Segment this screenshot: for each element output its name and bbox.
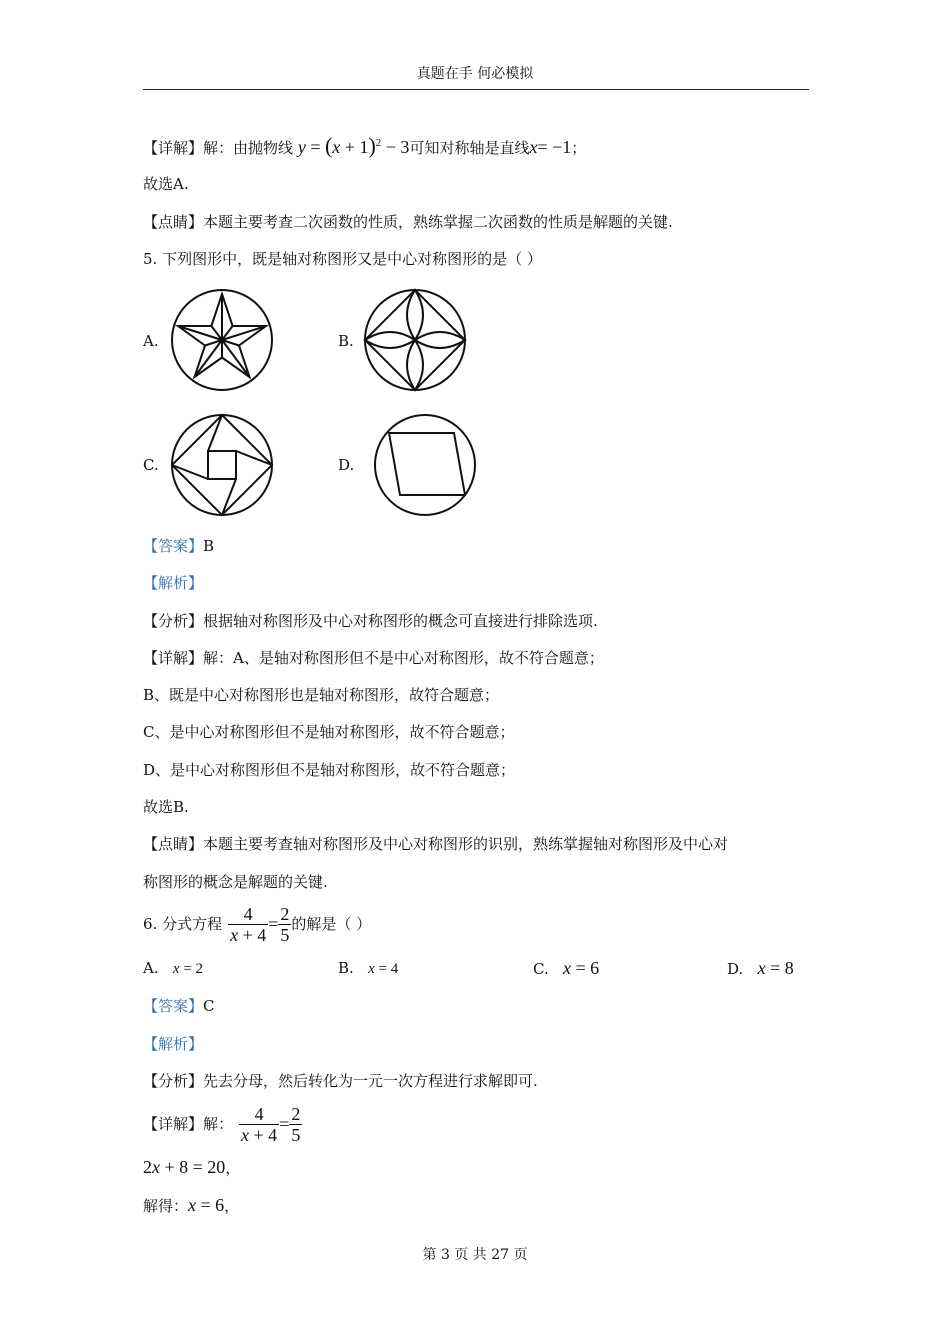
parallelogram-in-circle-icon <box>373 413 477 517</box>
q6-detail-lhs-fraction: $\frac{4}{x + 4}$ <box>241 1103 278 1145</box>
q6-option-c: C. x = 6 <box>533 958 600 978</box>
detail-mid: 可知对称轴是直线 <box>409 139 530 157</box>
q5-analyze: 【分析】根据轴对称图形及中心对称图形的概念可直接进行排除选项. <box>143 612 598 630</box>
q5-option-c-label: C. <box>143 456 159 474</box>
page-footer: 第 3 页 共 27 页 <box>422 1247 528 1263</box>
q5-detail-line-1: 【详解】解：A、是轴对称图形但不是中心对称图形，故不符合题意； <box>143 649 604 667</box>
q5-answer: 【答案】B <box>143 537 215 555</box>
q5-comment-line-1: 【点睛】本题主要考查轴对称图形及中心对称图形的识别，熟练掌握轴对称图形及中心对 <box>143 835 729 853</box>
q5-option-b-label: B. <box>338 332 354 350</box>
q5-detail-line-4: D、是中心对称图形但不是轴对称图形，故不符合题意； <box>143 761 516 779</box>
pinwheel-square-in-circle-icon <box>170 413 274 517</box>
q5-option-d-label: D. <box>338 456 355 474</box>
q5-detail-line-2: B、既是中心对称图形也是轴对称图形，故符合题意； <box>143 686 500 704</box>
q6-option-b: B. x = 4 <box>338 959 399 977</box>
q4-comment: 【点睛】本题主要考查二次函数的性质，熟练掌握二次函数的性质是解题的关键. <box>143 213 673 231</box>
q6-detail-rhs-fraction: $\frac{2}{5}$ <box>291 1103 301 1145</box>
star-in-circle-icon <box>170 288 274 392</box>
q5-comment-line-2: 称图形的概念是解题的关键. <box>143 873 328 891</box>
q6-stem: 6. 分式方程 $\frac{4}{x + 4}$ = $\frac{2}{5}$ 的解是（ ） <box>143 903 372 945</box>
q6-lhs-fraction: $\frac{4}{x + 4}$ <box>230 903 267 945</box>
page-header-title: 真题在手 何必模拟 <box>416 66 534 82</box>
parabola-equation: $y = (x + 1)^2 - 3$ <box>297 133 410 158</box>
q6-analyze: 【分析】先去分母，然后转化为一元一次方程进行求解即可. <box>143 1072 538 1090</box>
axis-equation: x= −1 <box>529 137 572 157</box>
q5-option-a-label: A. <box>143 332 159 350</box>
four-petal-in-circle-icon <box>363 288 467 392</box>
q6-option-d: D. x = 8 <box>727 958 794 978</box>
q6-rhs-fraction: $\frac{2}{5}$ <box>280 903 290 945</box>
detail-intro: 解：由抛物线 <box>203 139 294 157</box>
q6-answer: 【答案】C <box>143 997 215 1015</box>
q4-choose: 故选A. <box>143 175 189 193</box>
q6-option-a: A. x = 2 <box>143 959 204 977</box>
detail-tag: 【详解】 <box>143 139 204 157</box>
q6-analysis-tag: 【解析】 <box>143 1035 204 1053</box>
q5-detail-line-3: C、是中心对称图形但不是轴对称图形，故不符合题意； <box>143 723 515 741</box>
header-rule <box>143 89 809 90</box>
q4-detail-line: 【详解】解：由抛物线 $y = (x + 1)^2 - 3$可知对称轴是直线x= −1； <box>143 133 587 158</box>
q6-detail-line: 【详解】 解： $\frac{4}{x + 4}$ = $\frac{2}{5}$ <box>143 1103 301 1145</box>
q6-solve: 解得：x = 6， <box>143 1195 240 1215</box>
q5-stem: 5. 下列图形中，既是轴对称图形又是中心对称图形的是（ ） <box>143 250 542 268</box>
q5-detail-line-5: 故选B. <box>143 798 189 816</box>
q5-analysis-tag: 【解析】 <box>143 574 204 592</box>
q6-step-1: 2x + 8 = 20， <box>143 1157 241 1177</box>
